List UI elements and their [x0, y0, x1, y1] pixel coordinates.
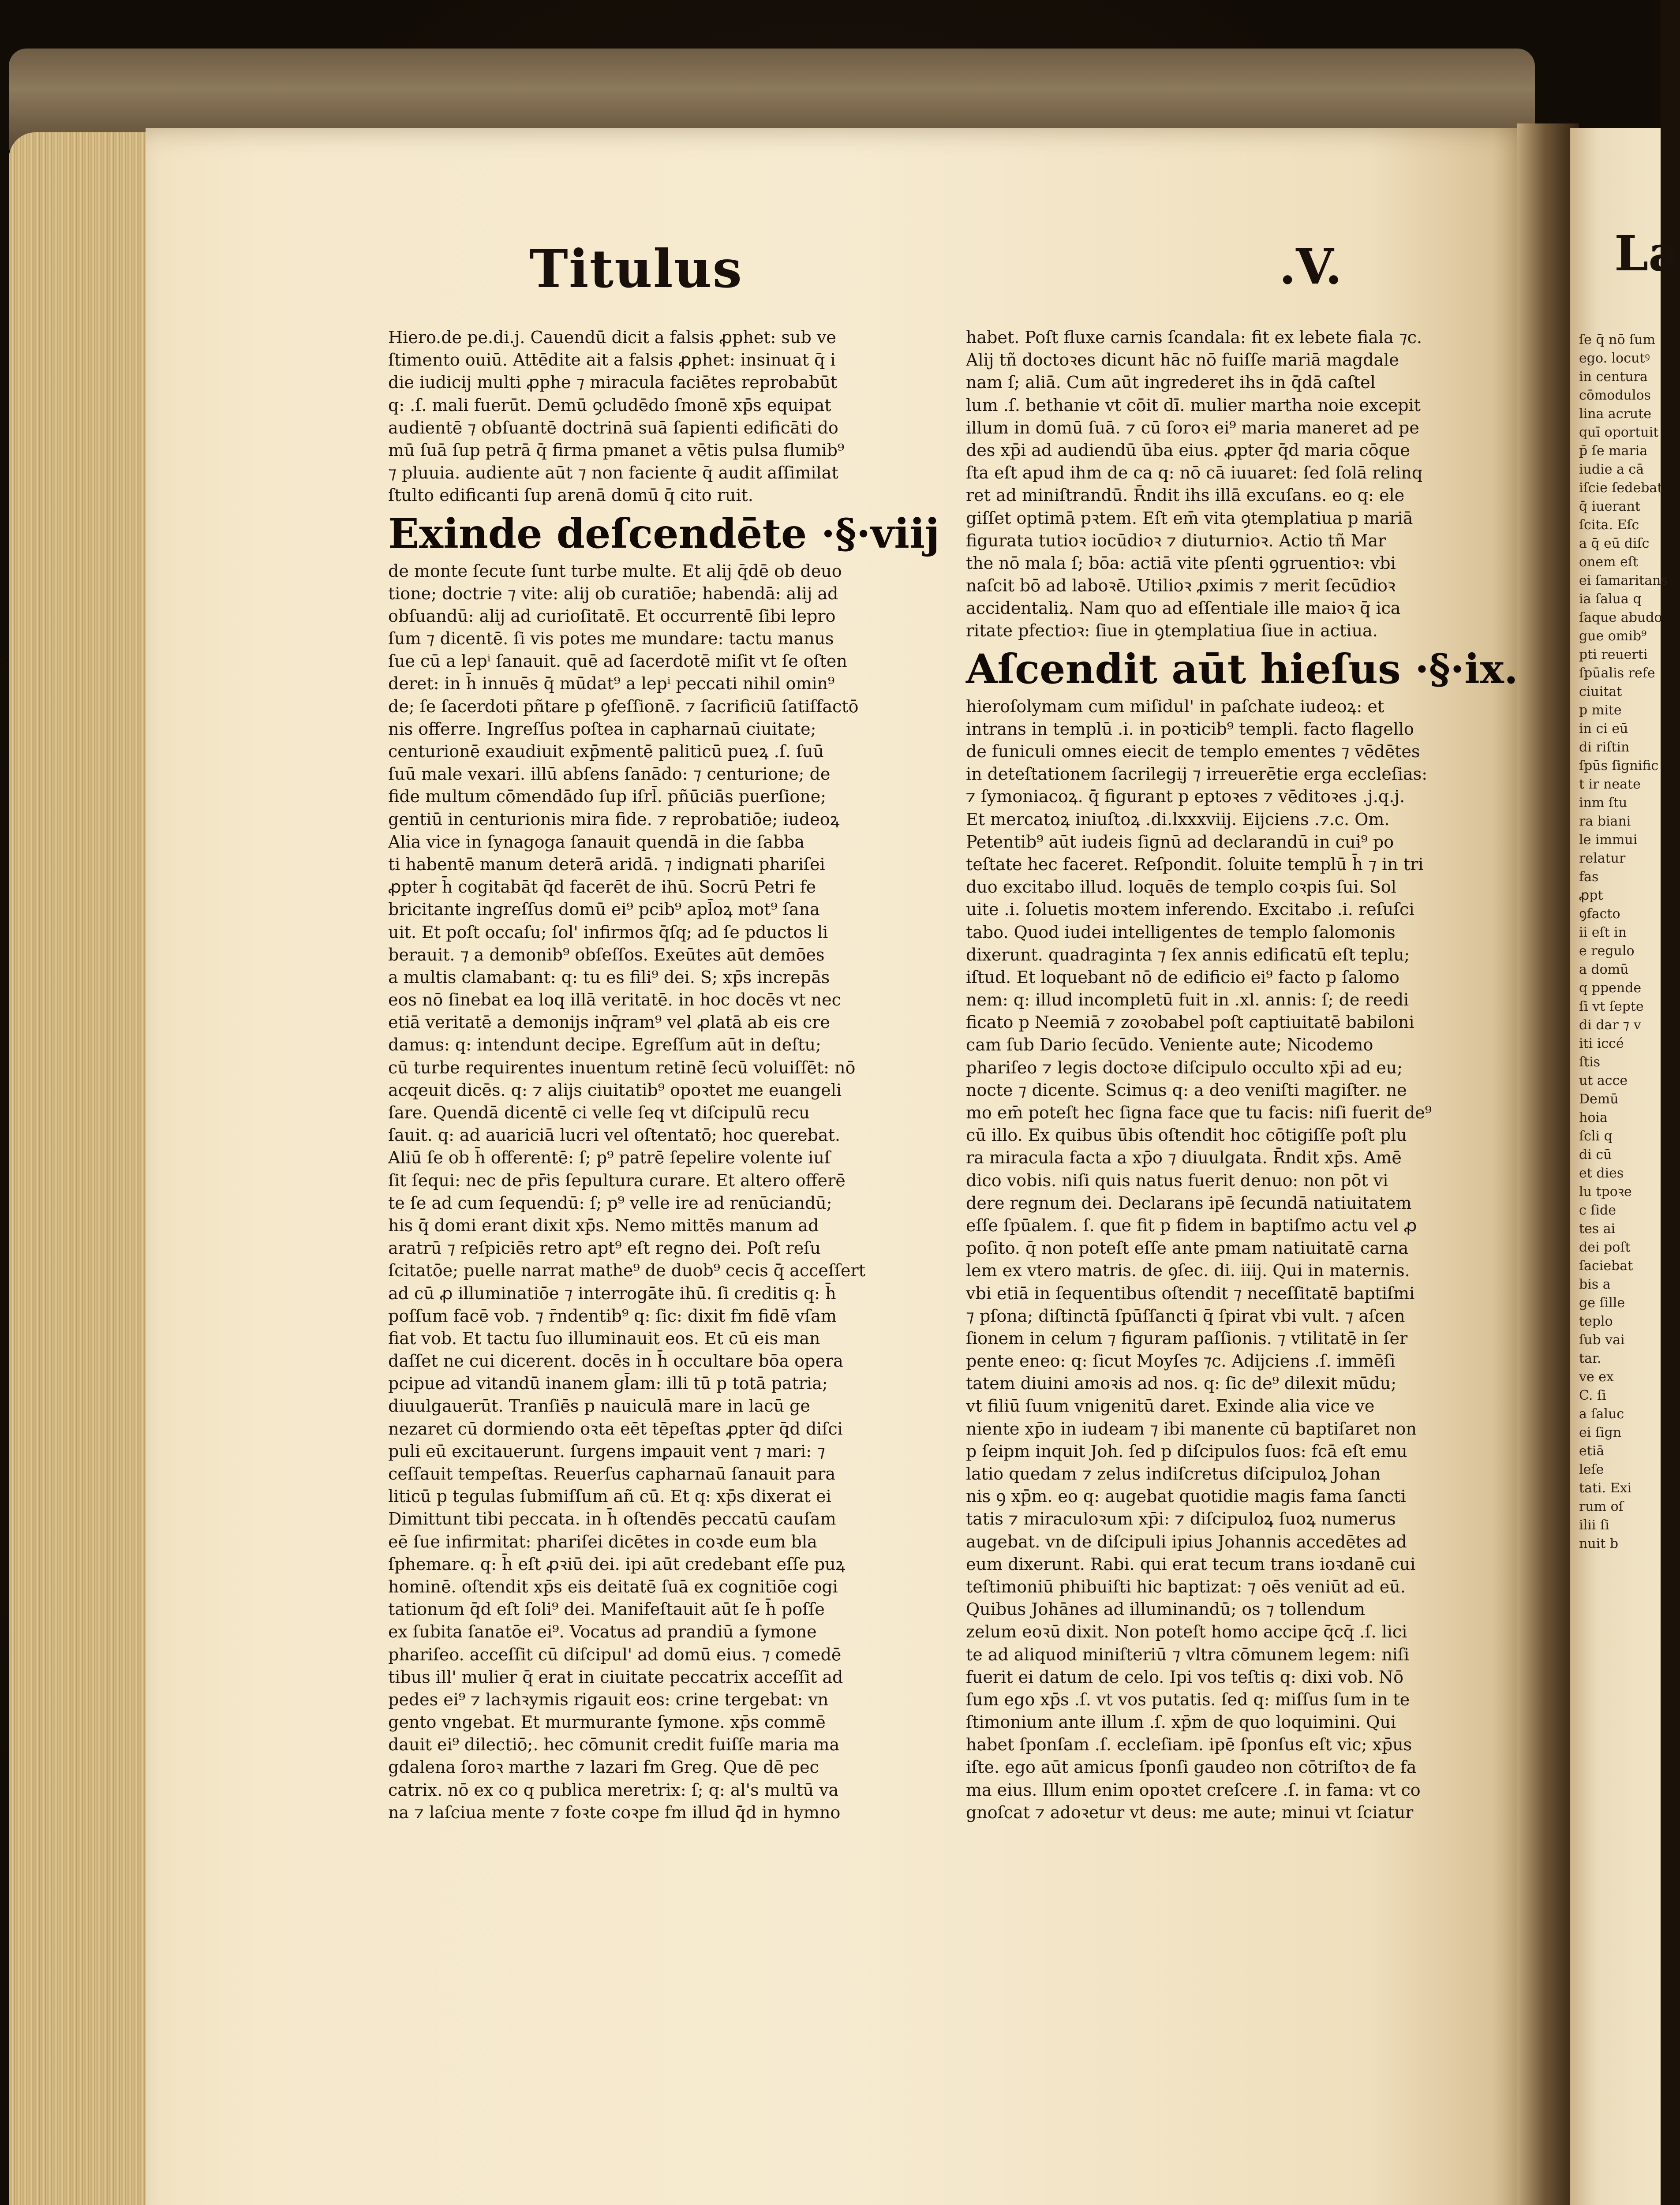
text-line: vbi etiā in ſequentibus oſtendit ⁊ neceſſitatē baptiſmi — [966, 1283, 1415, 1303]
text-line: de monte ſecute ſunt turbe multe. Et alij q̄dē ob deuo — [388, 561, 842, 581]
text-line: eum dixerunt. Rabi. qui erat tecum trans ioꝛdanē cui — [966, 1554, 1416, 1574]
text-line: dixerunt. quadraginta ⁊ ſex annis edificatū eſt teplu; — [966, 945, 1410, 964]
adjacent-text-line: dei poſt — [1579, 1240, 1631, 1255]
adjacent-page-head: La — [1614, 225, 1680, 282]
text-line: habet ſponſam .ſ. eccleſiam. ipē ſponſus eſt vic; xp̄us — [966, 1735, 1412, 1755]
text-line: pedes ei⁹ ⁊ lachꝛymis rigauit eos: crine tergebat: vn — [388, 1689, 829, 1709]
text-line: gnoſcat ⁊ adoꝛetur vt deus: me aute; minui vt ſciatur — [966, 1802, 1414, 1822]
text-line: fiat vob. Et tactu ſuo illuminauit eos. Et cū eis man — [388, 1328, 820, 1348]
text-line: ti habentē manum deterā aridā. ⁊ indignati phariſei — [388, 854, 825, 874]
text-line: in deteſtationem ſacrilegij ⁊ irreuerētie erga eccleſias: — [966, 764, 1428, 784]
adjacent-text-line: pti reuerti — [1579, 647, 1648, 662]
adjacent-text-line: ei ſign — [1579, 1425, 1622, 1440]
adjacent-text-line: ſaciebat — [1579, 1258, 1633, 1274]
adjacent-text-line: ilii ſi — [1579, 1517, 1609, 1533]
text-line: nem: q: illud incompletū fuit in .xl. annis: ſ; de reedi — [966, 990, 1409, 1010]
text-line: ſionem in celum ⁊ figuram paſſionis. ⁊ vtilitatē in ſer — [966, 1328, 1408, 1348]
text-line: phariſeo. acceſſit cū diſcipul' ad domū eius. ⁊ comedē — [388, 1644, 842, 1664]
text-line: fide multum cōmendādo ſup iſrl̄. pñūciās puerſione; — [388, 787, 827, 807]
text-line: Petentib⁹ aūt iudeis ſignū ad declarandū in cui⁹ po — [966, 832, 1394, 852]
text-line: puli eū excitauerunt. ſurgens imꝑauit vent ⁊ mari: ⁊ — [388, 1441, 826, 1461]
text-line: niente xp̄o in iudeam ⁊ ibi manente cū baptiſaret non — [966, 1419, 1417, 1439]
text-line: de; ſe ſacerdoti pñtare p ꝯfeſſionē. ⁊ ſacrificiū ſatiſfactō — [388, 696, 859, 716]
text-line: nezaret cū dormiendo oꝛta eēt tēpeſtas ꝓpter q̄d diſci — [388, 1419, 843, 1439]
text-line: cū turbe requirentes inuentum retinē ſecū voluiſſēt: nō — [388, 1058, 856, 1077]
text-line: ſtimonium ante illum .ſ. xp̄m de quo loquimini. Qui — [966, 1712, 1396, 1732]
text-line: gento vngebat. Et murmurante ſymone. xp̄s commē — [388, 1712, 826, 1732]
adjacent-text-line: di riſtin — [1579, 740, 1630, 755]
text-line: Quibus Johānes ad illuminandū; os ⁊ tollendum — [966, 1600, 1366, 1619]
right-column — [966, 326, 1535, 1824]
adjacent-text-line: ſpūs ſignific — [1579, 758, 1659, 774]
text-line: audientē ⁊ obſuantē doctrinā suā ſapienti edificāti do — [388, 418, 838, 437]
section-heading: Exinde deſcendēte ·§·viij — [388, 509, 940, 557]
text-line: mo em̄ poteſt hec ſigna face que tu facis: niſi fuerit de⁹ — [966, 1103, 1432, 1122]
text-line: phariſeo ⁊ legis doctoꝛe diſcipulo occulto xp̄i ad eu; — [966, 1058, 1403, 1077]
adjacent-text-line: inm ſtu — [1579, 795, 1628, 811]
adjacent-text-line: etiā — [1579, 1443, 1605, 1459]
text-line: die iudicij multi ꝓphe ⁊ miracula faciētes reprobabūt — [388, 373, 838, 392]
text-line: nis ꝯ xp̄m. eo q: augebat quotidie magis fama ſancti — [966, 1487, 1406, 1506]
text-line: accidentaliꝝ. Nam quo ad eſſentiale ille maioꝛ q̄ ica — [966, 598, 1401, 618]
adjacent-text-line: ia ſalua q — [1579, 591, 1642, 607]
adjacent-text-line: ei ſamaritans — [1579, 573, 1668, 588]
adjacent-text-line: p mite — [1579, 703, 1622, 718]
text-line: intrans in templū .i. in poꝛticib⁹ templi. facto flagello — [966, 719, 1414, 739]
adjacent-text-line: tati. Exi — [1579, 1480, 1632, 1496]
adjacent-text-line: iudie a cā — [1579, 462, 1644, 477]
text-line: mū ſuā ſup petrā q̄ firma pmanet a vētis pulsa flumib⁹ — [388, 440, 845, 460]
text-line: ritate pfectioꝛ: ſiue in ꝯtemplatiua ſiue in actiua. — [966, 621, 1378, 641]
text-line: augebat. vn de diſcipuli ipius Johannis accedētes ad — [966, 1532, 1407, 1551]
text-line: eē ſue infirmitat: phariſei dicētes in coꝛde eum bla — [388, 1532, 817, 1551]
adjacent-text-line: ſcita. Eſc — [1579, 517, 1639, 533]
text-line: lem ex vtero matris. de ꝯſec. di. iiij. Qui in maternis. — [966, 1261, 1410, 1281]
text-line: nocte ⁊ dicente. Scimus q: a deo veniſti magiſter. ne — [966, 1080, 1407, 1100]
adjacent-text-line: q̄ iuerant — [1579, 499, 1641, 514]
text-line: lum .ſ. bethanie vt cōit dī. mulier martha noie excepit — [966, 395, 1421, 415]
adjacent-text-line: ꝯfacto — [1579, 906, 1620, 922]
adjacent-text-line: ſe q̄ nō ſum — [1579, 332, 1655, 348]
text-line: q: .ſ. mali fuerūt. Demū ꝯcludēdo ſmonē xp̄s equipat — [388, 395, 831, 415]
left-column — [388, 326, 970, 1824]
text-line: ſue cū a lepⁱ ſanauit. quē ad ſacerdotē miſit vt ſe oſten — [388, 651, 847, 671]
text-line: tatis ⁊ miraculoꝛum xp̄i: ⁊ diſcipuloꝝ ſuoꝝ numerus — [966, 1509, 1396, 1529]
adjacent-text-line: p̄ ſe maria — [1579, 443, 1648, 459]
text-line: Hiero.de pe.di.j. Cauendū dicit a falsis ꝓphet: sub ve — [388, 328, 836, 347]
text-line: dico vobis. niſi quis natus fuerit denuo: non pōt vi — [966, 1170, 1388, 1190]
text-line: ad cū ꝓ illuminatiōe ⁊ interrogāte ihū. ſi creditis q: h̄ — [388, 1283, 836, 1303]
adjacent-text-line: et dies — [1579, 1166, 1624, 1181]
text-line: cam ſub Dario ſecūdo. Veniente aute; Nicodemo — [966, 1035, 1373, 1055]
adjacent-text-line: ra biani — [1579, 814, 1631, 829]
text-line: diuulgauerūt. Tranſiēs p nauiculā mare in lacū ge — [388, 1396, 810, 1416]
adjacent-text-line: bis a — [1579, 1277, 1611, 1292]
adjacent-text-line: ſaque abudo — [1579, 610, 1662, 625]
adjacent-text-line: e regulo — [1579, 943, 1635, 959]
adjacent-text-line: ii eſt in — [1579, 925, 1627, 940]
text-line: ſum ⁊ dicentē. ſi vis potes me mundare: tactu manus — [388, 629, 834, 649]
text-line: iſte. ego aūt amicus ſponſi gaudeo non cōtriſtoꝛ de fa — [966, 1757, 1417, 1777]
text-line: hominē. oſtendit xp̄s eis deitatē ſuā ex cognitiōe cogi — [388, 1577, 838, 1596]
text-line: eſſe ſpūalem. ſ. que fit p fidem in baptiſmo actu vel ꝓ — [966, 1215, 1417, 1235]
text-line: habet. Poſt fluxe carnis ſcandala: fit ex lebete fiala ⁊c. — [966, 328, 1422, 347]
text-line: giſſet optimā pꝛtem. Eſt em̄ vita ꝯtemplatiua p mariā — [966, 508, 1413, 528]
adjacent-text-line: di dar ⁊ v — [1579, 1017, 1641, 1033]
text-line: ſauit. q: ad auariciā lucri vel oſtentatō; hoc querebat. — [388, 1125, 840, 1145]
text-line: gentiū in centurionis mira fide. ⁊ reprobatiōe; iudeoꝝ — [388, 809, 840, 829]
text-line: teſtate hec faceret. Reſpondit. ſoluite templū h̄ ⁊ in tri — [966, 854, 1424, 874]
text-line: centurionē exaudiuit exp̄mentē paliticū pueꝝ .ſ. ſuū — [388, 742, 824, 761]
text-line: na ⁊ laſciua mente ⁊ foꝛte coꝛpe fm illud q̄d in hymno — [388, 1802, 841, 1822]
adjacent-text-line: quī oportuit — [1579, 425, 1659, 440]
adjacent-text-line: a domū — [1579, 962, 1629, 977]
text-line: ſum ego xp̄s .ſ. vt vos putatis. ſed q: miſſus ſum in te — [966, 1689, 1410, 1709]
text-line: cū illo. Ex quibus ūbis oſtendit hoc cōtigiſſe poſt plu — [966, 1125, 1407, 1145]
text-line: poſito. q̄ non poteſt eſſe ante pmam natiuitatē carna — [966, 1238, 1409, 1258]
adjacent-text-line: hoia — [1579, 1110, 1608, 1125]
text-line: ſcitatōe; puelle narrat mathe⁹ de duob⁹ cecis q̄ acceſſert — [388, 1261, 865, 1281]
text-line: dauit ei⁹ dilectiō;. hec cōmunit credit fuiſſe maria ma — [388, 1735, 840, 1755]
text-line: te ad aliquod miniſteriū ⁊ vltra cōmunem legem: niſi — [966, 1644, 1410, 1664]
text-line: ⁊ pluuia. audiente aūt ⁊ non faciente q̄ audit aſſimilat — [388, 463, 838, 483]
text-line: aratrū ⁊ reſpiciēs retro apt⁹ eſt regno dei. Poſt reſu — [388, 1238, 821, 1258]
adjacent-text-line: q ppende — [1579, 980, 1642, 996]
adjacent-text-line: ſcli q — [1579, 1129, 1613, 1144]
text-line: te ſe ad cum ſequendū: ſ; p⁹ velle ire ad renūciandū; — [388, 1193, 832, 1213]
text-line: tabo. Quod iudei intelligentes de templo ſalomonis — [966, 922, 1396, 942]
text-line: Et mercatoꝝ iniuſtoꝝ .di.lxxxviij. Eijciens .⁊.c. Om. — [966, 809, 1390, 829]
text-line: bricitante ingreſſus domū ei⁹ pcib⁹ apl̄oꝝ mot⁹ ſana — [388, 900, 820, 919]
adjacent-text-line: t ir neate — [1579, 777, 1641, 792]
text-line: hieroſolymam cum miſidul' in paſchate iudeoꝝ: et — [966, 696, 1384, 716]
text-line: daſſet ne cui dicerent. docēs in h̄ occultare bōa opera — [388, 1351, 843, 1371]
text-line: catrix. nō ex co q publica meretrix: ſ; q: al's multū va — [388, 1780, 839, 1800]
text-line: Dimittunt tibi peccata. in h̄ oſtendēs peccatū cauſam — [388, 1509, 836, 1529]
adjacent-text-line: leſe — [1579, 1462, 1604, 1477]
text-line: de funiculi omnes eiecit de templo ementes ⁊ vēdētes — [966, 742, 1420, 761]
text-line: tatem diuini amoꝛis ad nos. q: ſic de⁹ dilexit mūdu; — [966, 1374, 1397, 1394]
text-line: nam ſ; aliā. Cum aūt ingrederet ihs in q̄dā caſtel — [966, 373, 1376, 392]
text-line: p ſeipm inquit Joh. ſed p diſcipulos ſuos: fcā eſt emu — [966, 1441, 1407, 1461]
text-line: teſtimoniū phibuiſti hic baptizat: ⁊ oēs veniūt ad eū. — [966, 1577, 1406, 1596]
adjacent-text-line: onem eſt — [1579, 554, 1639, 570]
text-line: latio quedam ⁊ zelus indiſcretus diſcipuloꝝ Johan — [966, 1464, 1381, 1484]
text-line: figurata tutioꝛ iocūdioꝛ ⁊ diuturnioꝛ. Actio tñ Mar — [966, 531, 1386, 550]
text-line: naſcit bō ad laboꝛē. Utilioꝛ ꝓximis ⁊ merit ſecūdioꝛ — [966, 576, 1396, 596]
adjacent-text-line: ciuitat — [1579, 684, 1622, 699]
text-line: the nō mala ſ; bōa: actiā vite pſenti ꝯgruentioꝛ: vbi — [966, 553, 1396, 573]
adjacent-text-line: tes ai — [1579, 1221, 1616, 1237]
text-line: Alij tñ doctoꝛes dicunt hāc nō fuiſſe mariā magdale — [966, 350, 1399, 370]
text-line: dere regnum dei. Declarans ipē ſecundā natiuitatem — [966, 1193, 1412, 1213]
text-line: ret ad miniſtrandū. R̄ndit ihs illā excuſans. eo q: ele — [966, 486, 1405, 505]
folio-number: .V. — [1279, 238, 1342, 295]
text-line: ſuū male vexari. illū abſens ſanādo: ⁊ centurione; de — [388, 764, 831, 784]
adjacent-text-line: ſtis — [1579, 1054, 1601, 1070]
text-line: duo excitabo illud. loquēs de templo coꝛpis ſui. Sol — [966, 877, 1396, 897]
adjacent-page — [1570, 128, 1680, 2205]
adjacent-text-line: ego. locutꝰ — [1579, 351, 1650, 366]
text-line: liticū p tegulas ſubmiſſum añ cū. Et q: xp̄s dixerat ei — [388, 1487, 831, 1506]
adjacent-text-line: ve ex — [1579, 1369, 1614, 1385]
adjacent-text-line: le immui — [1579, 832, 1638, 848]
text-line: ſta eſt apud ihm de ca q: nō cā iuuaret: ſed ſolā relinq — [966, 463, 1423, 483]
adjacent-text-line: lina acrute — [1579, 406, 1652, 422]
adjacent-text-line: ꝓpt — [1579, 888, 1603, 903]
text-line: Aliū ſe ob h̄ offerentē: ſ; p⁹ patrē ſepelire volente iuſ — [388, 1148, 831, 1168]
adjacent-text-line: lu tpoꝛe — [1579, 1184, 1632, 1200]
section-heading: Aſcendit aūt hieſus ·§·ix. — [966, 645, 1518, 693]
adjacent-text-line: tar. — [1579, 1351, 1601, 1366]
text-line: damus: q: intendunt decipe. Egreſſum aūt in deſtu; — [388, 1035, 821, 1055]
text-line: berauit. ⁊ a demonib⁹ obſeſſos. Exeūtes aūt demōes — [388, 945, 825, 964]
adjacent-text-line: nuit b — [1579, 1536, 1619, 1551]
text-line: Alia vice in ſynagoga ſanauit quendā in die ſabba — [388, 832, 805, 852]
text-line: nis offerre. Ingreſſus poſtea in capharnaū ciuitate; — [388, 719, 816, 739]
adjacent-page-text — [1579, 331, 1667, 1553]
text-line: ficato p Neemiā ⁊ zoꝛobabel poſt captiuitatē babiloni — [966, 1013, 1414, 1032]
text-line: ſphemare. q: h̄ eſt ꝓꝛiū dei. ipi aūt credebant eſſe puꝝ — [388, 1554, 846, 1574]
text-line: tibus ill' mulier q̄ erat in ciuitate peccatrix acceſſit ad — [388, 1667, 843, 1687]
adjacent-text-line: a ſaluc — [1579, 1406, 1624, 1422]
text-line: gdalena ſoroꝛ marthe ⁊ lazari fm Greg. Que dē pec — [388, 1757, 819, 1777]
adjacent-text-line: ſpūalis refe — [1579, 665, 1655, 681]
text-line: obſuandū: alij ad curioſitatē. Et occurrentē ſibi lepro — [388, 606, 836, 626]
text-line: illum in domū ſuā. ⁊ cū ſoroꝛ ei⁹ maria maneret ad pe — [966, 418, 1419, 437]
text-line: ſtulto edificanti ſup arenā domū q̄ cito ruit. — [388, 486, 753, 505]
adjacent-text-line: relatur — [1579, 851, 1626, 866]
text-line: tationum q̄d eſt ſoli⁹ dei. Manifeſtauit aūt ſe h̄ poſſe — [388, 1600, 825, 1619]
text-line: his q̄ domi erant dixit xp̄s. Nemo mittēs manum ad — [388, 1215, 819, 1235]
text-line: ⁊ pſona; diſtinctā ſpūſſancti q̄ ſpirat vbi vult. ⁊ aſcen — [966, 1306, 1405, 1326]
adjacent-text-line: c ſide — [1579, 1203, 1616, 1218]
text-line: ma eius. Illum enim opoꝛtet creſcere .ſ. in fama: vt co — [966, 1780, 1421, 1800]
text-line: etiā veritatē a demonijs inq̄ram⁹ vel ꝓlatā ab eis cre — [388, 1013, 830, 1032]
text-line: ſtimento ouiū. Attēdite ait a falsis ꝓphet: insinuat q̄ i — [388, 350, 836, 370]
text-line: ex ſubita ſanatōe ei⁹. Vocatus ad prandiū a ſymone — [388, 1622, 817, 1642]
page-edges — [9, 132, 159, 2205]
adjacent-text-line: ge ſille — [1579, 1295, 1625, 1311]
text-line: ra miracula facta a xp̄o ⁊ diuulgata. R̄ndit xp̄s. Amē — [966, 1148, 1402, 1168]
text-line: uite .i. ſoluetis moꝛtem inferendo. Excitabo .i. reſuſci — [966, 900, 1414, 919]
text-line: tione; doctrie ⁊ vite: alij ob curatiōe; habendā: alij ad — [388, 583, 838, 603]
text-line: poſſum facē vob. ⁊ r̄ndentib⁹ q: ſic: dixit fm fidē vſam — [388, 1306, 837, 1326]
text-line: ꝓpter h̄ cogitabāt q̄d facerēt de ihū. Socrū Petri fe — [388, 877, 816, 897]
adjacent-text-line: rum oſ — [1579, 1499, 1624, 1514]
text-line: acqeuit dicēs. q: ⁊ alijs ciuitatib⁹ opoꝛtet me euangeli — [388, 1080, 842, 1100]
text-line: ſit ſequi: nec de pr̄is ſepultura curare. Et altero offerē — [388, 1170, 846, 1190]
adjacent-text-line: in ci eū — [1579, 721, 1628, 736]
text-line: eos nō ſinebat ea loq illā veritatē. in hoc docēs vt nec — [388, 990, 841, 1010]
adjacent-text-line: cōmodulos — [1579, 388, 1651, 403]
text-line: zelum eoꝛū dixit. Non poteſt homo accipe q̄cq̄ .ſ. lici — [966, 1622, 1407, 1642]
text-line: pente eneo: q: ſicut Moyſes ⁊c. Adijciens .ſ. immēſi — [966, 1351, 1396, 1371]
adjacent-text-line: in centura — [1579, 369, 1648, 385]
text-line: fuerit ei datum de celo. Ipi vos teſtis q: dixi vob. Nō — [966, 1667, 1404, 1687]
adjacent-text-line: fas — [1579, 869, 1599, 885]
text-line: iſtud. Et loquebant nō de edificio ei⁹ facto p ſalomo — [966, 967, 1399, 987]
adjacent-text-line: di cū — [1579, 1147, 1612, 1162]
adjacent-text-line: Demū — [1579, 1091, 1619, 1107]
text-line: des xp̄i ad audiendū ūba eius. ꝓpter q̄d maria cōque — [966, 440, 1410, 460]
adjacent-text-line: C. ſi — [1579, 1388, 1606, 1403]
text-line: pcipue ad vitandū inanem gl̄am: illi tū p totā patria; — [388, 1374, 828, 1394]
adjacent-text-line: ut acce — [1579, 1073, 1628, 1088]
text-line: ceſſauit tempeſtas. Reuerſus capharnaū ſanauit para — [388, 1464, 835, 1484]
adjacent-text-line: a q̄ eū diſc — [1579, 536, 1650, 551]
running-title: Titulus — [529, 238, 743, 299]
text-line: ⁊ ſymoniacoꝝ. q̄ figurant p eptoꝛes ⁊ vēditoꝛes .j.q.j. — [966, 787, 1405, 807]
adjacent-text-line: teplo — [1579, 1314, 1613, 1329]
text-line: uit. Et poſt occaſu; ſol' infirmos q̄ſq; ad ſe pductos li — [388, 922, 828, 942]
adjacent-text-line: ſub vai — [1579, 1332, 1625, 1348]
text-line: a multis clamabant: q: tu es fili⁹ dei. S; xp̄s increpās — [388, 967, 830, 987]
adjacent-text-line: ſi vt ſepte — [1579, 999, 1644, 1014]
text-line: vt filiū ſuum vnigenitū daret. Exinde alia vice ve — [966, 1396, 1375, 1416]
adjacent-text-line: iti iccé — [1579, 1036, 1624, 1051]
adjacent-text-line: iſcie ſedebat — [1579, 480, 1663, 496]
adjacent-text-line: gue omib⁹ — [1579, 628, 1647, 644]
text-line: deret: in h̄ innuēs q̄ mūdat⁹ a lepⁱ peccati nihil omin⁹ — [388, 674, 835, 694]
text-line: ſare. Quendā dicentē ci velle ſeq vt diſcipulū recu — [388, 1103, 810, 1122]
